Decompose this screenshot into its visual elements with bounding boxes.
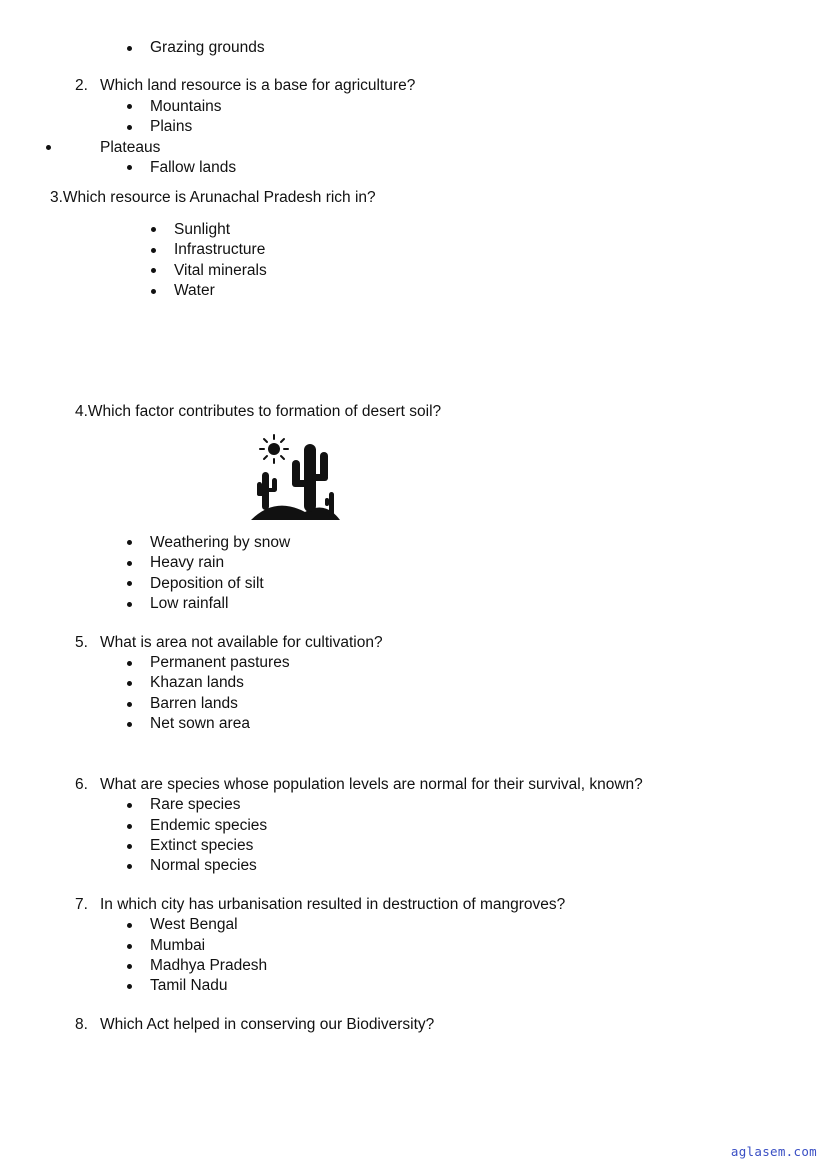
q5-option-3: Barren lands	[150, 695, 238, 712]
question-2-text: Which land resource is a base for agriculture?	[100, 77, 416, 94]
q4-option-1: Weathering by snow	[150, 534, 291, 551]
bullet	[127, 165, 132, 170]
bullet	[127, 844, 132, 849]
bullet	[127, 984, 132, 989]
q3-option-3: Vital minerals	[174, 262, 267, 279]
question-8-text: Which Act helped in conserving our Biodiversity?	[100, 1016, 435, 1033]
bullet	[151, 268, 156, 273]
bullet	[127, 104, 132, 109]
q5-option-1: Permanent pastures	[150, 654, 290, 671]
bullet	[127, 661, 132, 666]
q7-option-1: West Bengal	[150, 916, 238, 933]
bullet	[151, 289, 156, 294]
q2-option-2: Plains	[150, 118, 193, 135]
q7-option-4: Tamil Nadu	[150, 977, 228, 994]
q2-option-3: Plateaus	[100, 139, 161, 156]
bullet	[127, 561, 132, 566]
q7-option-2: Mumbai	[150, 937, 206, 954]
watermark-link[interactable]: aglasem.com	[730, 1144, 817, 1159]
bullet	[127, 923, 132, 928]
question-5-text: What is area not available for cultivation?	[100, 634, 383, 651]
bullet	[127, 944, 132, 949]
question-3-text: 3.Which resource is Arunachal Pradesh rich in?	[50, 189, 376, 206]
question-8-number: 8.	[75, 1016, 88, 1033]
bullet	[127, 581, 132, 586]
q3-option-1: Sunlight	[174, 221, 231, 238]
bullet	[127, 681, 132, 686]
question-6-text: What are species whose population levels are normal for their survival, known?	[100, 776, 643, 793]
q5-option-4: Net sown area	[150, 715, 250, 732]
question-5-number: 5.	[75, 634, 88, 651]
bullet	[127, 125, 132, 130]
bullet	[127, 864, 132, 869]
bullet	[127, 722, 132, 727]
q6-option-3: Extinct species	[150, 837, 254, 854]
q4-option-3: Deposition of silt	[150, 575, 264, 592]
q4-option-4: Low rainfall	[150, 595, 229, 612]
q2-option-4: Fallow lands	[150, 159, 237, 176]
q3-option-2: Infrastructure	[174, 241, 266, 258]
bullet	[127, 803, 132, 808]
question-4-text: 4.Which factor contributes to formation of desert soil?	[75, 403, 442, 420]
option-grazing-grounds: Grazing grounds	[150, 39, 265, 56]
desert-cactus-icon	[250, 434, 342, 522]
q4-option-2: Heavy rain	[150, 554, 225, 571]
q6-option-2: Endemic species	[150, 817, 268, 834]
bullet	[127, 540, 132, 545]
bullet	[46, 145, 51, 150]
question-6-number: 6.	[75, 776, 88, 793]
question-7-number: 7.	[75, 896, 88, 913]
q2-option-1: Mountains	[150, 98, 222, 115]
bullet	[127, 824, 132, 829]
bullet	[127, 46, 132, 51]
bullet	[127, 964, 132, 969]
bullet	[127, 602, 132, 607]
bullet	[151, 248, 156, 253]
q7-option-3: Madhya Pradesh	[150, 957, 268, 974]
q3-option-4: Water	[174, 282, 215, 299]
q6-option-1: Rare species	[150, 796, 241, 813]
question-2-number: 2.	[75, 77, 88, 94]
question-7-text: In which city has urbanisation resulted in destruction of mangroves?	[100, 896, 566, 913]
q5-option-2: Khazan lands	[150, 674, 244, 691]
bullet	[151, 227, 156, 232]
q6-option-4: Normal species	[150, 857, 257, 874]
bullet	[127, 702, 132, 707]
